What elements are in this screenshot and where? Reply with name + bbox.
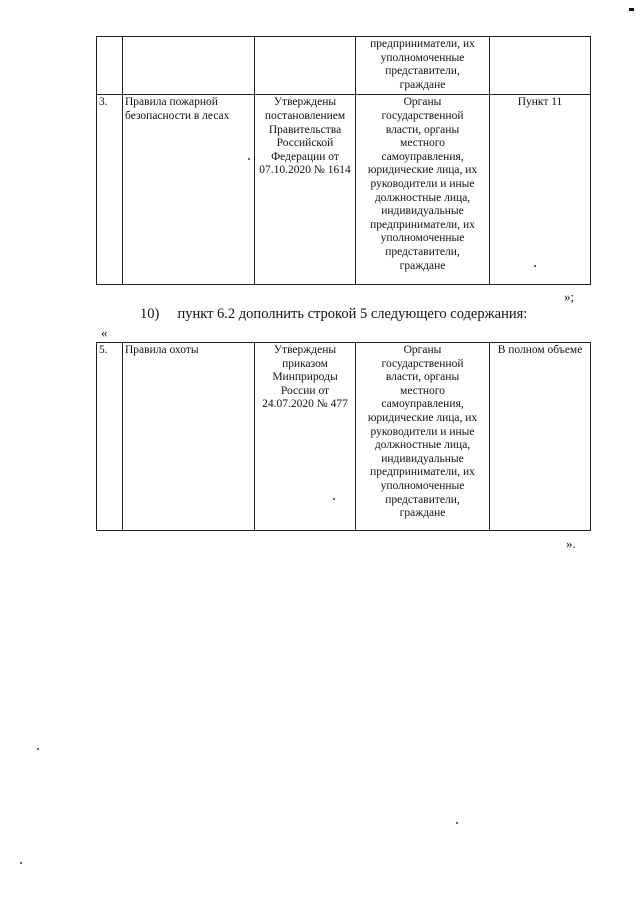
subjects-cell: Органы государственной власти, органы местного самоуправления, юридические лица, их руководители и иные должностные лица, индивидуальные предприниматели, их уполномоченные представители, граждане: [356, 95, 490, 285]
scan-speck: [333, 498, 335, 500]
subjects-cell: предприниматели, их уполномоченные представители, граждане: [356, 37, 490, 95]
table-row: [97, 343, 591, 531]
subjects-cell: Органы государственной власти, органы местного самоуправления, юридические лица, их руководители и иные должностные лица, индивидуальные предприниматели, их уполномоченные представители, граждане: [356, 343, 490, 531]
amendment-text: пункт 6.2 дополнить строкой 5 следующего содержания:: [177, 306, 528, 322]
scan-speck: [20, 862, 22, 864]
amendment-number: 10): [140, 306, 160, 322]
table-row: [97, 95, 591, 285]
approving-document-cell: Утверждены постановлением Правительства Российской Федерации от 07.10.2020 № 1614: [255, 95, 356, 285]
row-number-cell: 5.: [97, 343, 123, 531]
approving-document-cell: Утверждены приказом Минприроды России от 24.07.2020 № 477: [255, 343, 356, 531]
scope-cell: [490, 37, 591, 95]
requirements-table-continued: [96, 36, 591, 285]
requirement-name-cell: Правила пожарной безопасности в лесах: [123, 95, 255, 285]
scan-mark: [629, 8, 634, 11]
approving-document-cell: [255, 37, 356, 95]
scan-speck: [534, 265, 536, 267]
requirement-name-cell: [123, 37, 255, 95]
closing-quote: ».: [566, 536, 576, 551]
amendment-heading: [140, 306, 527, 323]
opening-quote: «: [101, 325, 108, 340]
scope-cell: В полном объеме: [490, 343, 591, 531]
scan-speck: [456, 822, 458, 824]
requirements-table-new-row: [96, 342, 591, 531]
scan-speck: [248, 158, 250, 160]
table-row: [97, 37, 591, 95]
requirement-name-cell: Правила охоты: [123, 343, 255, 531]
scan-speck: [37, 748, 39, 750]
row-number-cell: 3.: [97, 95, 123, 285]
closing-quote: »;: [564, 289, 575, 304]
scope-cell: Пункт 11: [490, 95, 591, 285]
row-number-cell: [97, 37, 123, 95]
